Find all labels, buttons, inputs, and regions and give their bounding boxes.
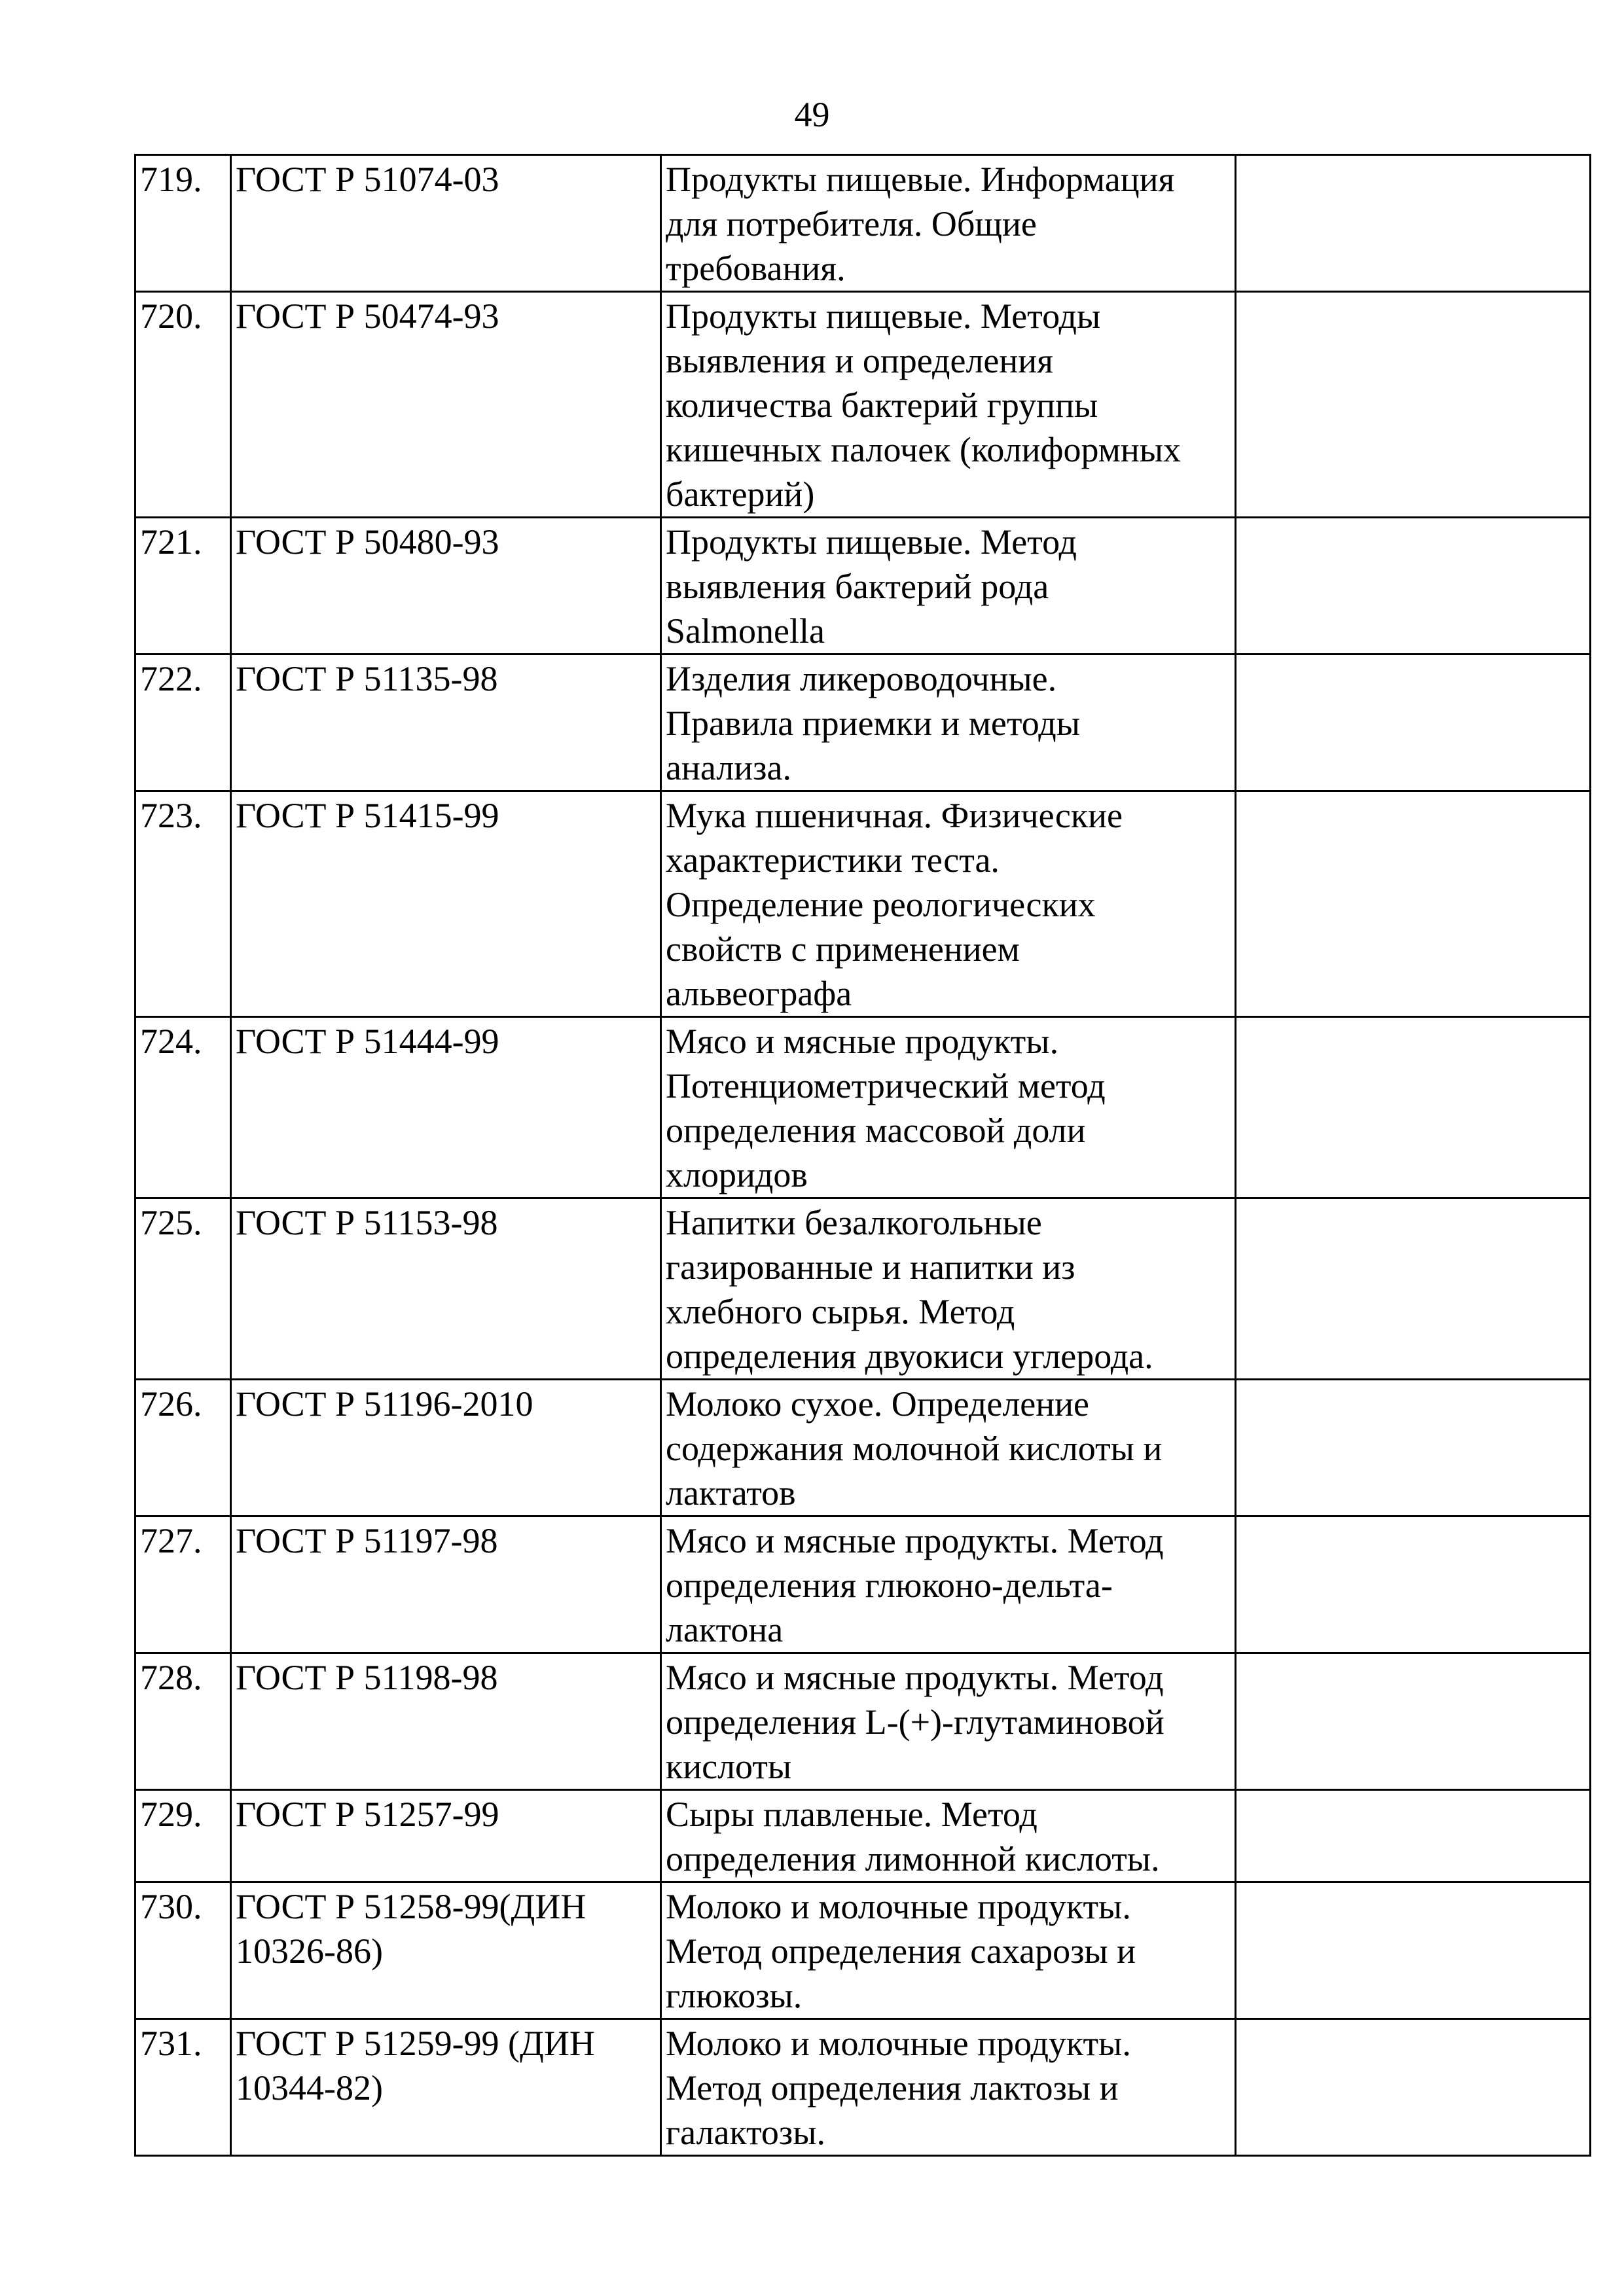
standard-code-cell <box>231 155 661 292</box>
standard-title-line: альвеографа <box>666 974 852 1013</box>
standard-title-line: бактерий) <box>666 475 815 514</box>
table-row <box>135 518 1591 655</box>
row-number: 729. <box>140 1795 202 1834</box>
standard-title-line: Напитки безалкогольные <box>666 1203 1042 1242</box>
standard-code-line: ГОСТ Р 51074-03 <box>236 160 499 199</box>
standard-code-cell <box>231 2019 661 2156</box>
note-cell <box>1236 655 1591 791</box>
table-row <box>135 1882 1591 2019</box>
standard-code-line: ГОСТ Р 51444-99 <box>236 1022 499 1061</box>
table-row <box>135 791 1591 1017</box>
standard-code-cell <box>231 1017 661 1198</box>
standard-title-cell <box>661 1516 1236 1653</box>
table-row <box>135 1380 1591 1516</box>
standard-title-line: определения двуокиси углерода. <box>666 1336 1153 1376</box>
row-number: 724. <box>140 1022 202 1061</box>
standard-title-line: определения массовой доли <box>666 1111 1086 1150</box>
standard-title-line: хлоридов <box>666 1155 808 1194</box>
standard-title-cell <box>661 1198 1236 1380</box>
row-number: 726. <box>140 1384 202 1424</box>
row-number: 727. <box>140 1521 202 1560</box>
standard-title-cell <box>661 1017 1236 1198</box>
standard-title-line: глюкозы. <box>666 1976 803 2015</box>
standard-code-line: ГОСТ Р 51198-98 <box>236 1658 498 1697</box>
row-number-cell <box>135 155 231 292</box>
row-number-cell <box>135 1790 231 1882</box>
standard-title-line: Определение реологических <box>666 885 1096 924</box>
standard-code-line: ГОСТ Р 51197-98 <box>236 1521 498 1560</box>
row-number-cell <box>135 1380 231 1516</box>
standard-title-line: Молоко и молочные продукты. <box>666 2024 1131 2063</box>
standard-title-line: галактозы. <box>666 2113 826 2152</box>
row-number: 719. <box>140 160 202 199</box>
row-number-cell <box>135 791 231 1017</box>
standard-code-cell <box>231 1380 661 1516</box>
note-cell <box>1236 1198 1591 1380</box>
standard-title-cell <box>661 655 1236 791</box>
row-number: 728. <box>140 1658 202 1697</box>
note-cell <box>1236 1653 1591 1790</box>
standard-code-cell <box>231 1882 661 2019</box>
standard-title-line: Мука пшеничная. Физические <box>666 796 1123 835</box>
standard-title-line: Мясо и мясные продукты. <box>666 1022 1059 1061</box>
standard-code-line: 10326-86) <box>236 1931 383 1971</box>
standard-title-line: Метод определения лактозы и <box>666 2068 1119 2108</box>
note-cell <box>1236 155 1591 292</box>
row-number-cell <box>135 1017 231 1198</box>
standard-code-line: ГОСТ Р 51259-99 (ДИН <box>236 2024 595 2063</box>
note-cell <box>1236 1882 1591 2019</box>
row-number-cell <box>135 1198 231 1380</box>
standard-title-line: выявления бактерий рода <box>666 567 1049 606</box>
standard-title-line: определения лимонной кислоты. <box>666 1839 1160 1878</box>
standard-title-line: Правила приемки и методы <box>666 704 1080 743</box>
row-number: 722. <box>140 659 202 698</box>
note-cell <box>1236 2019 1591 2156</box>
standard-title-cell <box>661 1380 1236 1516</box>
standard-title-cell <box>661 155 1236 292</box>
standard-title-cell <box>661 1653 1236 1790</box>
standard-title-line: Salmonella <box>666 611 825 651</box>
standard-title-line: требования. <box>666 249 846 288</box>
standard-code-cell <box>231 1198 661 1380</box>
standard-code-cell <box>231 791 661 1017</box>
table-row <box>135 1653 1591 1790</box>
standard-title-line: лактона <box>666 1610 784 1649</box>
standards-table <box>134 154 1591 2157</box>
standard-code-line: ГОСТ Р 51415-99 <box>236 796 499 835</box>
row-number: 720. <box>140 296 202 336</box>
row-number-cell <box>135 1653 231 1790</box>
standard-title-line: выявления и определения <box>666 341 1053 380</box>
standard-title-line: характеристики теста. <box>666 840 1000 880</box>
note-cell <box>1236 1790 1591 1882</box>
standard-code-line: ГОСТ Р 51135-98 <box>236 659 498 698</box>
standard-code-cell <box>231 1516 661 1653</box>
table-row <box>135 155 1591 292</box>
standard-title-line: Сыры плавленые. Метод <box>666 1795 1038 1834</box>
table-row <box>135 1516 1591 1653</box>
standard-code-cell <box>231 655 661 791</box>
standard-title-line: свойств с применением <box>666 929 1020 969</box>
standard-code-line: 10344-82) <box>236 2068 383 2108</box>
standard-title-line: для потребителя. Общие <box>666 204 1037 243</box>
row-number-cell <box>135 1882 231 2019</box>
standard-title-line: определения L-(+)-глутаминовой <box>666 1702 1164 1742</box>
standard-code-line: ГОСТ Р 51257-99 <box>236 1795 499 1834</box>
standard-code-cell <box>231 1790 661 1882</box>
standard-title-cell <box>661 1882 1236 2019</box>
row-number-cell <box>135 292 231 518</box>
standard-title-line: Потенциометрический метод <box>666 1066 1106 1105</box>
standard-title-line: Мясо и мясные продукты. Метод <box>666 1658 1164 1697</box>
standard-title-line: Мясо и мясные продукты. Метод <box>666 1521 1164 1560</box>
standard-code-cell <box>231 1653 661 1790</box>
note-cell <box>1236 1516 1591 1653</box>
table-row <box>135 1198 1591 1380</box>
table-row <box>135 2019 1591 2156</box>
table-row <box>135 292 1591 518</box>
standard-title-line: количества бактерий группы <box>666 386 1098 425</box>
row-number-cell <box>135 2019 231 2156</box>
standard-code-cell <box>231 518 661 655</box>
row-number: 721. <box>140 522 202 562</box>
row-number: 725. <box>140 1203 202 1242</box>
note-cell <box>1236 292 1591 518</box>
standard-title-line: Продукты пищевые. Методы <box>666 296 1101 336</box>
standard-title-line: кишечных палочек (колиформных <box>666 430 1182 469</box>
note-cell <box>1236 1017 1591 1198</box>
standard-code-line: ГОСТ Р 50480-93 <box>236 522 499 562</box>
standard-title-line: Изделия ликероводочные. <box>666 659 1057 698</box>
standard-title-line: Продукты пищевые. Информация <box>666 160 1175 199</box>
standard-title-line: анализа. <box>666 748 791 787</box>
standard-title-line: Молоко и молочные продукты. <box>666 1887 1131 1926</box>
standard-title-cell <box>661 791 1236 1017</box>
table-row <box>135 655 1591 791</box>
standard-title-line: кислоты <box>666 1747 792 1786</box>
table-row <box>135 1017 1591 1198</box>
standard-title-cell <box>661 292 1236 518</box>
standard-title-line: определения глюконо-дельта- <box>666 1566 1113 1605</box>
standard-title-cell <box>661 518 1236 655</box>
table-row <box>135 1790 1591 1882</box>
standard-title-line: газированные и напитки из <box>666 1247 1075 1287</box>
standard-code-line: ГОСТ Р 51153-98 <box>236 1203 498 1242</box>
row-number-cell <box>135 518 231 655</box>
page-number: 49 <box>794 95 830 134</box>
standard-title-cell <box>661 1790 1236 1882</box>
row-number: 731. <box>140 2024 202 2063</box>
standard-title-cell <box>661 2019 1236 2156</box>
row-number: 723. <box>140 796 202 835</box>
standard-title-line: содержания молочной кислоты и <box>666 1429 1163 1468</box>
standard-code-line: ГОСТ Р 51258-99(ДИН <box>236 1887 586 1926</box>
table-body <box>135 155 1591 2156</box>
standard-code-cell <box>231 292 661 518</box>
standard-title-line: Метод определения сахарозы и <box>666 1931 1136 1971</box>
row-number-cell <box>135 1516 231 1653</box>
row-number-cell <box>135 655 231 791</box>
row-number: 730. <box>140 1887 202 1926</box>
standard-title-line: Продукты пищевые. Метод <box>666 522 1077 562</box>
note-cell <box>1236 1380 1591 1516</box>
note-cell <box>1236 791 1591 1017</box>
standard-code-line: ГОСТ Р 50474-93 <box>236 296 499 336</box>
standard-code-line: ГОСТ Р 51196-2010 <box>236 1384 533 1424</box>
note-cell <box>1236 518 1591 655</box>
standard-title-line: хлебного сырья. Метод <box>666 1292 1015 1331</box>
standard-title-line: Молоко сухое. Определение <box>666 1384 1089 1424</box>
standard-title-line: лактатов <box>666 1473 796 1513</box>
